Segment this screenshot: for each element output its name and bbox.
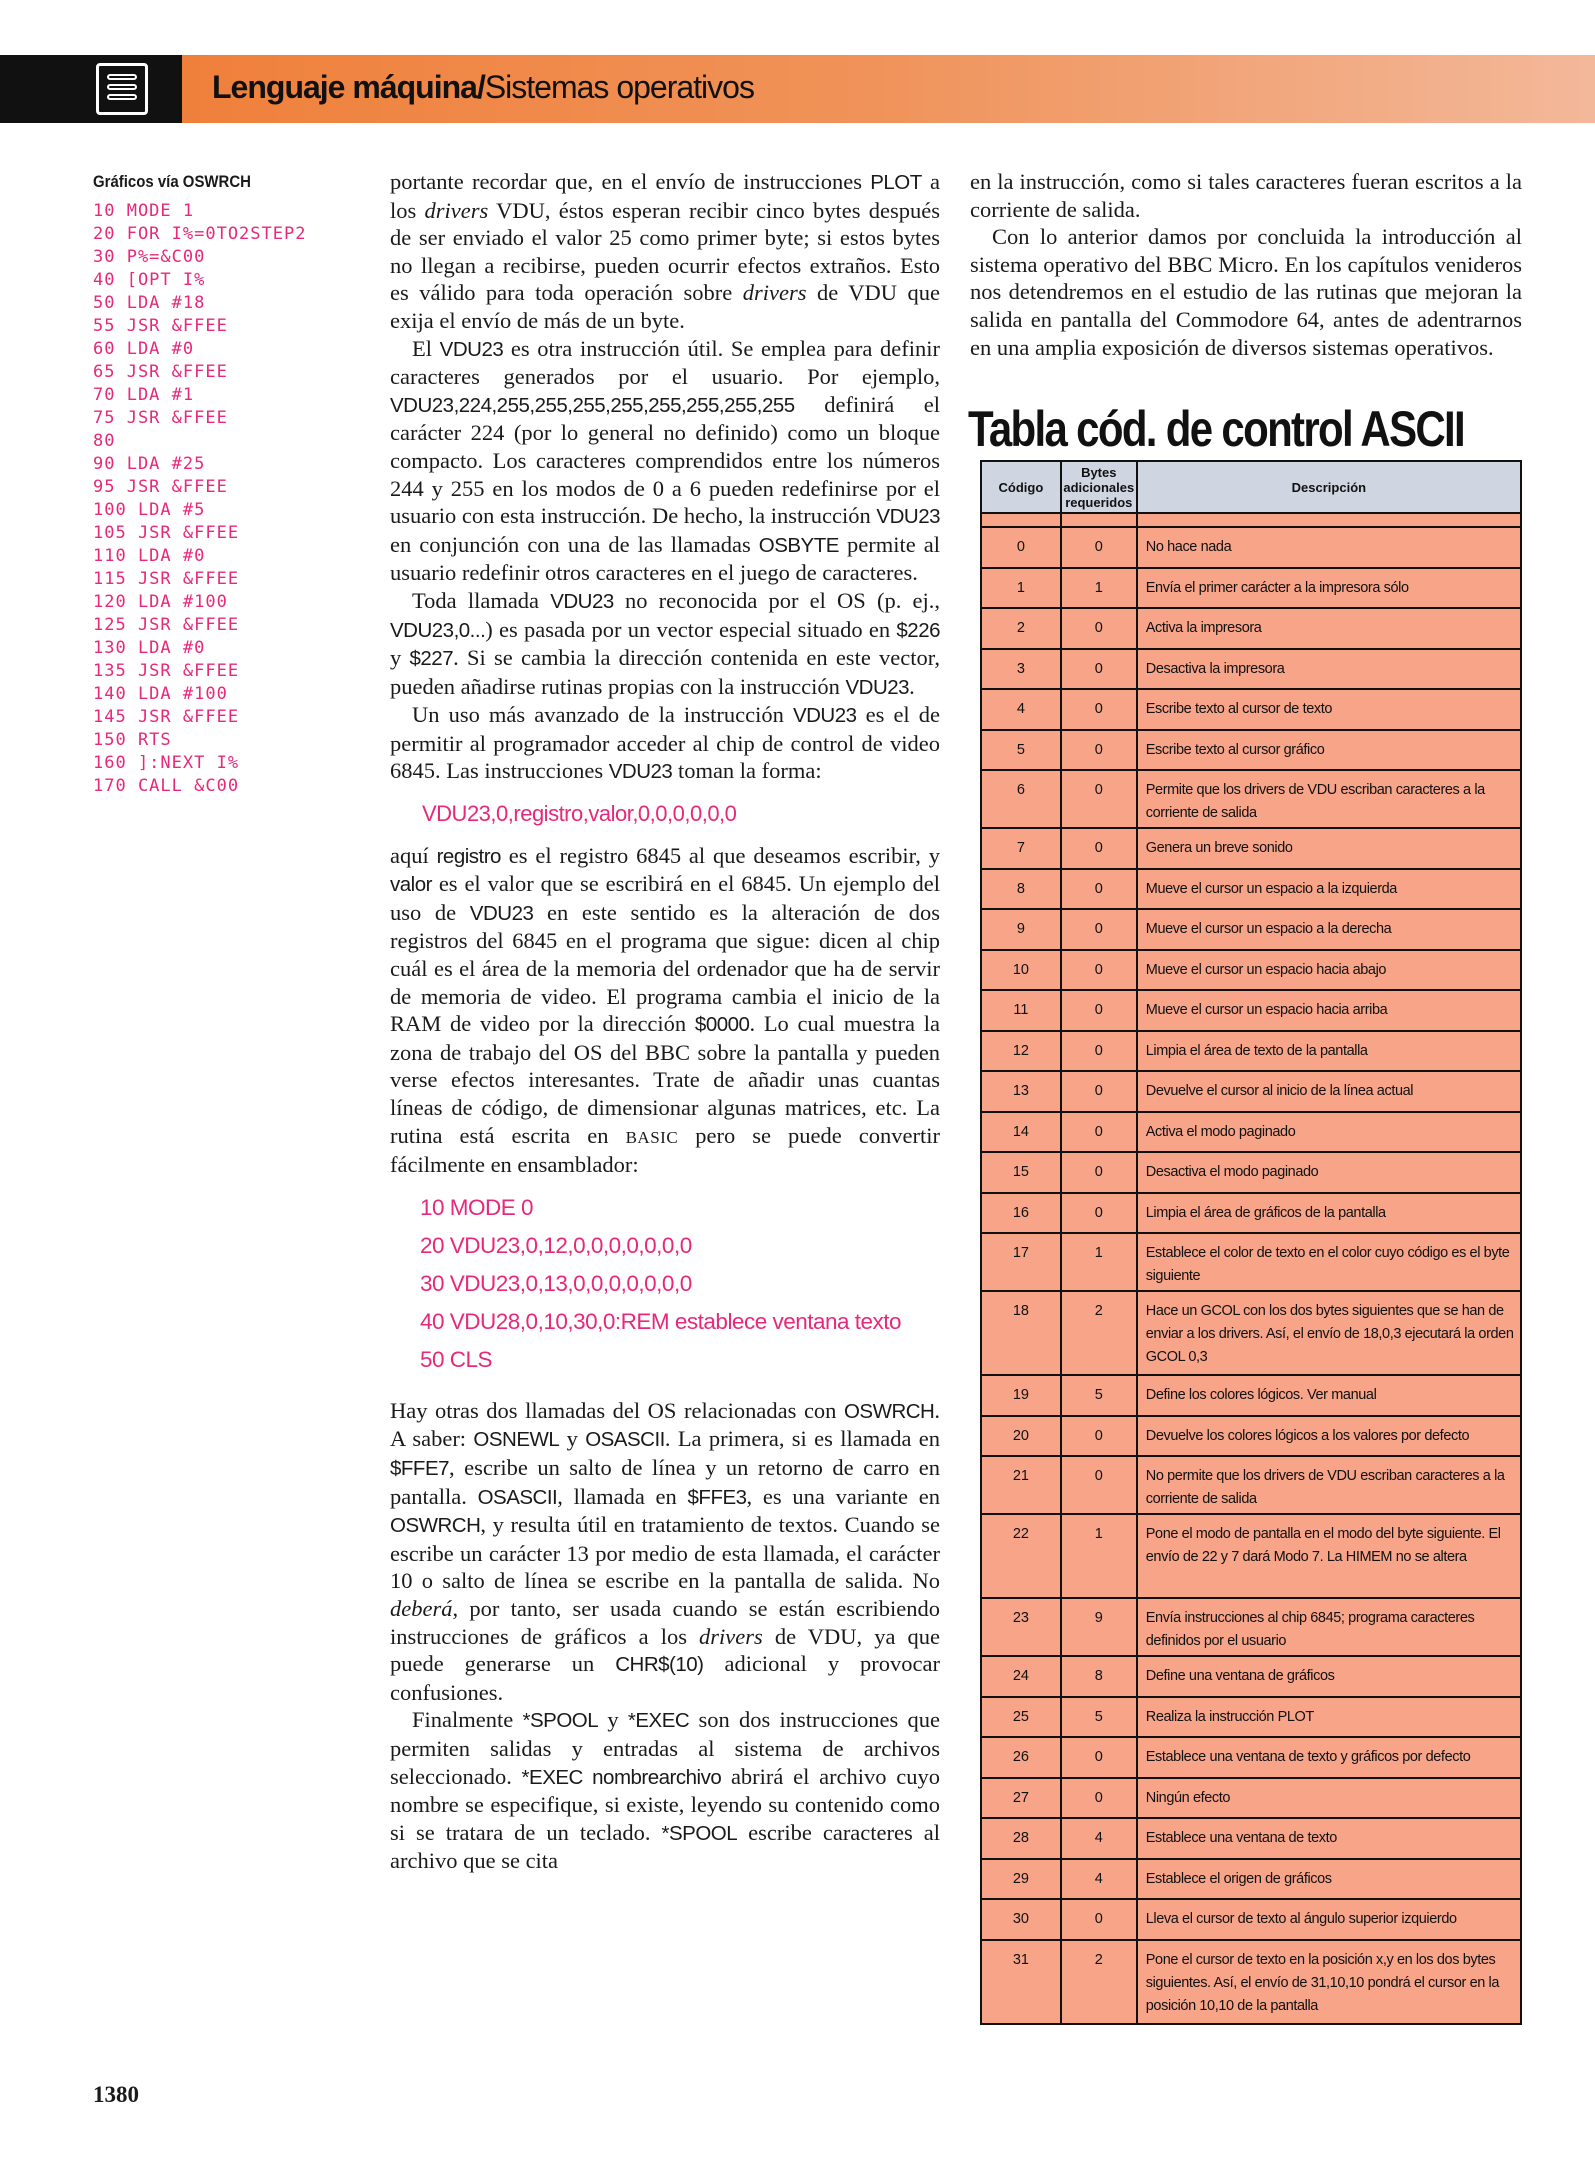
- cell-description: Devuelve los colores lógicos a los valores por defecto: [1137, 1416, 1521, 1457]
- header-bytes: Bytes adicionales requeridos: [1061, 461, 1137, 513]
- listing-line: 40 [OPT I%: [93, 270, 206, 290]
- listing-line: 110 LDA #0: [93, 546, 206, 566]
- cell-bytes: 0: [1061, 909, 1137, 950]
- cell-bytes: 1: [1061, 1514, 1137, 1598]
- cell-code: 6: [981, 770, 1061, 828]
- paragraph: Con lo anterior damos por concluida la introducción al sistema operativo del BBC Micro. En los capítulos venideros nos detendremos en el estudio de las rutinas que mejoran la salida en pantalla del Commodore 64, antes de adentrarnos en una amplia exposición de diversos sistemas operativos.: [970, 224, 1522, 360]
- cell-bytes: 2: [1061, 1940, 1137, 2024]
- listing-line: 10 MODE 1: [93, 201, 195, 221]
- listing-line: 100 LDA #5: [93, 500, 206, 520]
- cell-description: Envía el primer carácter a la impresora sólo: [1137, 568, 1521, 609]
- cell-code: 24: [981, 1656, 1061, 1697]
- table-row: [981, 1940, 1521, 2024]
- table-row: [981, 730, 1521, 771]
- table-title: Tabla cód. de control ASCII: [968, 401, 1465, 457]
- header-code: Código: [981, 461, 1061, 513]
- cell-code: 20: [981, 1416, 1061, 1457]
- cell-description: Mueve el cursor un espacio a la izquierda: [1137, 869, 1521, 910]
- cell-code: 13: [981, 1071, 1061, 1112]
- program-line: 30 VDU23,0,13,0,0,0,0,0,0,0: [420, 1270, 692, 1296]
- cell-code: 5: [981, 730, 1061, 771]
- listing-line: 30 P%=&C00: [93, 247, 206, 267]
- cell-bytes: 0: [1061, 1416, 1137, 1457]
- cell-description: Establece una ventana de texto: [1137, 1818, 1521, 1859]
- cell-bytes: 0: [1061, 828, 1137, 869]
- table-row: [981, 1233, 1521, 1291]
- cell-description: Realiza la instrucción PLOT: [1137, 1697, 1521, 1738]
- cell-bytes: 0: [1061, 770, 1137, 828]
- listing-line: 135 JSR &FFEE: [93, 661, 240, 681]
- cell-code: 28: [981, 1818, 1061, 1859]
- cell-description: Escribe texto al cursor gráfico: [1137, 730, 1521, 771]
- cell-code: 27: [981, 1778, 1061, 1819]
- table-row: [981, 1697, 1521, 1738]
- cell-bytes: 0: [1061, 730, 1137, 771]
- cell-description: Establece una ventana de texto y gráficos por defecto: [1137, 1737, 1521, 1778]
- cell-description: Desactiva la impresora: [1137, 649, 1521, 690]
- table-row: [981, 649, 1521, 690]
- paragraph: Hay otras dos llamadas del OS relacionadas con OSWRCH. A saber: OSNEWL y OSASCII. La primera, si es llamada en $FFE7, escribe un salto de línea y un retorno de carro en pantalla. OSASCII, llamada en $FFE3, es una variante en OSWRCH, y resulta útil en tratamiento de textos. Cuando se escribe un carácter 13 por medio de esta llamada, el carácter 10 o salto de línea se escribe en la pantalla de salida. No deberá, por tanto, ser usada cuando se están escribiendo instrucciones de gráficos a los drivers de VDU, ya que puede generarse un CHR$(10) adicional y provocar confusiones.: [390, 1397, 941, 1705]
- listing-line: 90 LDA #25: [93, 454, 206, 474]
- cell-description: Activa el modo paginado: [1137, 1112, 1521, 1153]
- table-spacer: [981, 513, 1521, 527]
- table-row: [981, 1598, 1521, 1656]
- cell-code: 1: [981, 568, 1061, 609]
- paragraph: portante recordar que, en el envío de instrucciones PLOT a los drivers VDU, éstos esperan recibir cinco bytes después de ser enviado el valor 25 como primer byte; si estos bytes no llegan a recibirse, pueden ocurrir efectos extraños. Esto es válido para toda operación sobre drivers de VDU que exija el envío de más de un byte.: [390, 169, 940, 333]
- table-header-row: [981, 461, 1521, 513]
- listing-line: 55 JSR &FFEE: [93, 316, 228, 336]
- cell-description: Ningún efecto: [1137, 1778, 1521, 1819]
- cell-code: 10: [981, 950, 1061, 991]
- cell-description: No permite que los drivers de VDU escriban caracteres a la corriente de salida: [1137, 1456, 1521, 1514]
- section-icon: [96, 63, 148, 115]
- cell-description: Desactiva el modo paginado: [1137, 1152, 1521, 1193]
- table-row: [981, 1031, 1521, 1072]
- cell-description: Activa la impresora: [1137, 608, 1521, 649]
- cell-code: 26: [981, 1737, 1061, 1778]
- table-row: [981, 990, 1521, 1031]
- listing-line: 20 FOR I%=0TO2STEP2: [93, 224, 307, 244]
- cell-bytes: 0: [1061, 869, 1137, 910]
- cell-bytes: 8: [1061, 1656, 1137, 1697]
- cell-code: 30: [981, 1899, 1061, 1940]
- cell-description: No hace nada: [1137, 527, 1521, 568]
- paragraph: Toda llamada VDU23 no reconocida por el OS (p. ej., VDU23,0...) es pasada por un vector especial situado en $226 y $227. Si se cambia la dirección contenida en este vector, pueden añadirse rutinas propias con la instrucción VDU23.: [390, 587, 940, 699]
- cell-code: 17: [981, 1233, 1061, 1291]
- cell-code: 3: [981, 649, 1061, 690]
- cell-bytes: 0: [1061, 1778, 1137, 1819]
- cell-code: 29: [981, 1859, 1061, 1900]
- cell-code: 0: [981, 527, 1061, 568]
- listing-title: Gráficos vía OSWRCH: [93, 172, 251, 191]
- program-line: 50 CLS: [420, 1346, 493, 1372]
- cell-bytes: 0: [1061, 1737, 1137, 1778]
- cell-code: 16: [981, 1193, 1061, 1234]
- table-row: [981, 608, 1521, 649]
- cell-bytes: 4: [1061, 1818, 1137, 1859]
- cell-code: 19: [981, 1375, 1061, 1416]
- cell-description: Define los colores lógicos. Ver manual: [1137, 1375, 1521, 1416]
- cell-bytes: 0: [1061, 649, 1137, 690]
- cell-bytes: 1: [1061, 568, 1137, 609]
- section-title: Lenguaje máquina/Sistemas operativos: [212, 69, 754, 105]
- cell-bytes: 0: [1061, 950, 1137, 991]
- table-row: [981, 1291, 1521, 1375]
- cell-bytes: 5: [1061, 1375, 1137, 1416]
- cell-bytes: 0: [1061, 1899, 1137, 1940]
- table-row: [981, 909, 1521, 950]
- cell-bytes: 0: [1061, 1031, 1137, 1072]
- cell-description: Genera un breve sonido: [1137, 828, 1521, 869]
- table-row: [981, 869, 1521, 910]
- listing-line: 65 JSR &FFEE: [93, 362, 228, 382]
- cell-code: 8: [981, 869, 1061, 910]
- cell-bytes: 0: [1061, 1112, 1137, 1153]
- listing-line: 125 JSR &FFEE: [93, 615, 240, 635]
- table-row: [981, 1778, 1521, 1819]
- listing-line: 75 JSR &FFEE: [93, 408, 228, 428]
- cell-description: Lleva el cursor de texto al ángulo superior izquierdo: [1137, 1899, 1521, 1940]
- cell-description: Establece el origen de gráficos: [1137, 1859, 1521, 1900]
- cell-description: Define una ventana de gráficos: [1137, 1656, 1521, 1697]
- cell-code: 18: [981, 1291, 1061, 1375]
- cell-code: 9: [981, 909, 1061, 950]
- table-row: [981, 1818, 1521, 1859]
- listing-line: 170 CALL &C00: [93, 776, 240, 796]
- listing-line: 145 JSR &FFEE: [93, 707, 240, 727]
- table-row: [981, 1071, 1521, 1112]
- cell-description: Limpia el área de texto de la pantalla: [1137, 1031, 1521, 1072]
- listing-line: 160 ]:NEXT I%: [93, 753, 240, 773]
- table-row: [981, 1859, 1521, 1900]
- paragraph: Un uso más avanzado de la instrucción VDU23 es el de permitir al programador acceder al chip de control de video 6845. Las instrucciones VDU23 toman la forma:: [390, 702, 940, 784]
- inline-code-example: VDU23,0,registro,valor,0,0,0,0,0,0: [422, 801, 737, 827]
- cell-description: Envía instrucciones al chip 6845; programa caracteres definidos por el usuario: [1137, 1598, 1521, 1656]
- cell-code: 31: [981, 1940, 1061, 2024]
- listing-line: 50 LDA #18: [93, 293, 206, 313]
- table-row: [981, 1152, 1521, 1193]
- cell-description: Limpia el área de gráficos de la pantalla: [1137, 1193, 1521, 1234]
- cell-bytes: 0: [1061, 1456, 1137, 1514]
- cell-code: 11: [981, 990, 1061, 1031]
- table-row: [981, 950, 1521, 991]
- table-row: [981, 1375, 1521, 1416]
- cell-code: 21: [981, 1456, 1061, 1514]
- article-column-1: [390, 168, 940, 1875]
- cell-description: Devuelve el cursor al inicio de la línea actual: [1137, 1071, 1521, 1112]
- cell-bytes: 4: [1061, 1859, 1137, 1900]
- table-row: [981, 689, 1521, 730]
- cell-bytes: 0: [1061, 527, 1137, 568]
- page-number: 1380: [93, 2082, 139, 2107]
- cell-code: 14: [981, 1112, 1061, 1153]
- cell-code: 4: [981, 689, 1061, 730]
- cell-code: 22: [981, 1514, 1061, 1598]
- listing-line: 120 LDA #100: [93, 592, 228, 612]
- paragraph: aquí registro es el registro 6845 al que deseamos escribir, y valor es el valor que se escribirá en el 6845. Un ejemplo del uso de VDU23 en este sentido es la alteración de dos registros del 6845 en el programa que sigue: dicen al chip cuál es el área de la memoria del ordenador que ha de servir de memoria de video. El programa cambia el inicio de la RAM de video por la dirección $0000. Lo cual muestra la zona de trabajo del OS del BBC sobre la pantalla y pueden verse efectos interesantes. Trate de añadir unas cuantas líneas de código, de dimensionar algunas matrices, etc. La rutina está escrita en BASIC pero se puede convertir fácilmente en ensamblador:: [390, 842, 940, 1178]
- header-description: Descripción: [1137, 461, 1521, 513]
- listing-line: 115 JSR &FFEE: [93, 569, 240, 589]
- cell-bytes: 0: [1061, 1152, 1137, 1193]
- table-row: [981, 568, 1521, 609]
- basic-program: [420, 1189, 940, 1379]
- cell-description: Pone el cursor de texto en la posición x,y en los dos bytes siguientes. Así, el envío de 31,10,10 pondrá el cursor en la posición 10,10 de la pantalla: [1137, 1940, 1521, 2024]
- program-line: 10 MODE 0: [420, 1194, 534, 1220]
- cell-description: Establece el color de texto en el color cuyo código es el byte siguiente: [1137, 1233, 1521, 1291]
- banner-black-block: [0, 55, 182, 123]
- listing-line: 95 JSR &FFEE: [93, 477, 228, 497]
- table-row: [981, 770, 1521, 828]
- listing-line: 80: [93, 431, 116, 451]
- ascii-control-code-table: [980, 460, 1522, 2025]
- listing-line: 140 LDA #100: [93, 684, 228, 704]
- article-column-2: [970, 168, 1522, 361]
- cell-description: Permite que los drivers de VDU escriban caracteres a la corriente de salida: [1137, 770, 1521, 828]
- listing-line: 60 LDA #0: [93, 339, 195, 359]
- cell-bytes: 0: [1061, 689, 1137, 730]
- cell-description: Pone el modo de pantalla en el modo del byte siguiente. El envío de 22 y 7 dará Modo 7. La HIMEM no se altera: [1137, 1514, 1521, 1598]
- paragraph: El VDU23 es otra instrucción útil. Se emplea para definir caracteres generados por el usuario. Por ejemplo, VDU23,224,255,255,255,255,255,255,255,255 definirá el carácter 224 (por lo general no definido) como un bloque compacto. Los caracteres comprendidos entre los números 244 y 255 en los modos de 0 a 6 pueden redefinirse por el usuario con esta instrucción. De hecho, la instrucción VDU23 en conjunción con una de las llamadas OSBYTE permite al usuario redefinir otros caracteres en el juego de caracteres.: [390, 335, 940, 586]
- program-line: 40 VDU28,0,10,30,0:REM establece ventana texto: [420, 1308, 902, 1334]
- cell-bytes: 2: [1061, 1291, 1137, 1375]
- cell-code: 12: [981, 1031, 1061, 1072]
- cell-code: 15: [981, 1152, 1061, 1193]
- cell-bytes: 0: [1061, 1071, 1137, 1112]
- cell-bytes: 5: [1061, 1697, 1137, 1738]
- cell-bytes: 0: [1061, 1193, 1137, 1234]
- table-row: [981, 1456, 1521, 1514]
- table-row: [981, 828, 1521, 869]
- cell-code: 2: [981, 608, 1061, 649]
- cell-description: Mueve el cursor un espacio hacia abajo: [1137, 950, 1521, 991]
- paragraph: en la instrucción, como si tales caracteres fueran escritos a la corriente de salida.: [970, 169, 1522, 222]
- table-row: [981, 1112, 1521, 1153]
- cell-description: Hace un GCOL con los dos bytes siguientes que se han de enviar a los drivers. Así, el envío de 18,0,3 ejecutará la orden GCOL 0,3: [1137, 1291, 1521, 1375]
- table-row: [981, 1737, 1521, 1778]
- cell-code: 25: [981, 1697, 1061, 1738]
- cell-bytes: 0: [1061, 990, 1137, 1031]
- program-line: 20 VDU23,0,12,0,0,0,0,0,0,0: [420, 1232, 692, 1258]
- section-banner: [0, 55, 1595, 123]
- listing-line: 150 RTS: [93, 730, 172, 750]
- cell-code: 7: [981, 828, 1061, 869]
- paragraph: Finalmente *SPOOL y *EXEC son dos instrucciones que permiten salidas y entradas al sistema de archivos seleccionado. *EXEC nombrearchivo abrirá el archivo cuyo nombre se especifique, si existe, leyendo su contenido como si se tratara de un teclado. *SPOOL escribe caracteres al archivo que se cita: [390, 1707, 941, 1874]
- table-row: [981, 1899, 1521, 1940]
- code-listing: [93, 200, 306, 798]
- cell-code: 23: [981, 1598, 1061, 1656]
- table-row: [981, 1514, 1521, 1598]
- cell-description: Mueve el cursor un espacio hacia arriba: [1137, 990, 1521, 1031]
- cell-bytes: 0: [1061, 608, 1137, 649]
- table-row: [981, 527, 1521, 568]
- cell-description: Mueve el cursor un espacio a la derecha: [1137, 909, 1521, 950]
- listing-line: 105 JSR &FFEE: [93, 523, 240, 543]
- cell-bytes: 1: [1061, 1233, 1137, 1291]
- table-row: [981, 1193, 1521, 1234]
- table-row: [981, 1656, 1521, 1697]
- table-body: [981, 513, 1521, 2024]
- cell-description: Escribe texto al cursor de texto: [1137, 689, 1521, 730]
- listing-line: 70 LDA #1: [93, 385, 195, 405]
- cell-bytes: 9: [1061, 1598, 1137, 1656]
- table-row: [981, 1416, 1521, 1457]
- listing-line: 130 LDA #0: [93, 638, 206, 658]
